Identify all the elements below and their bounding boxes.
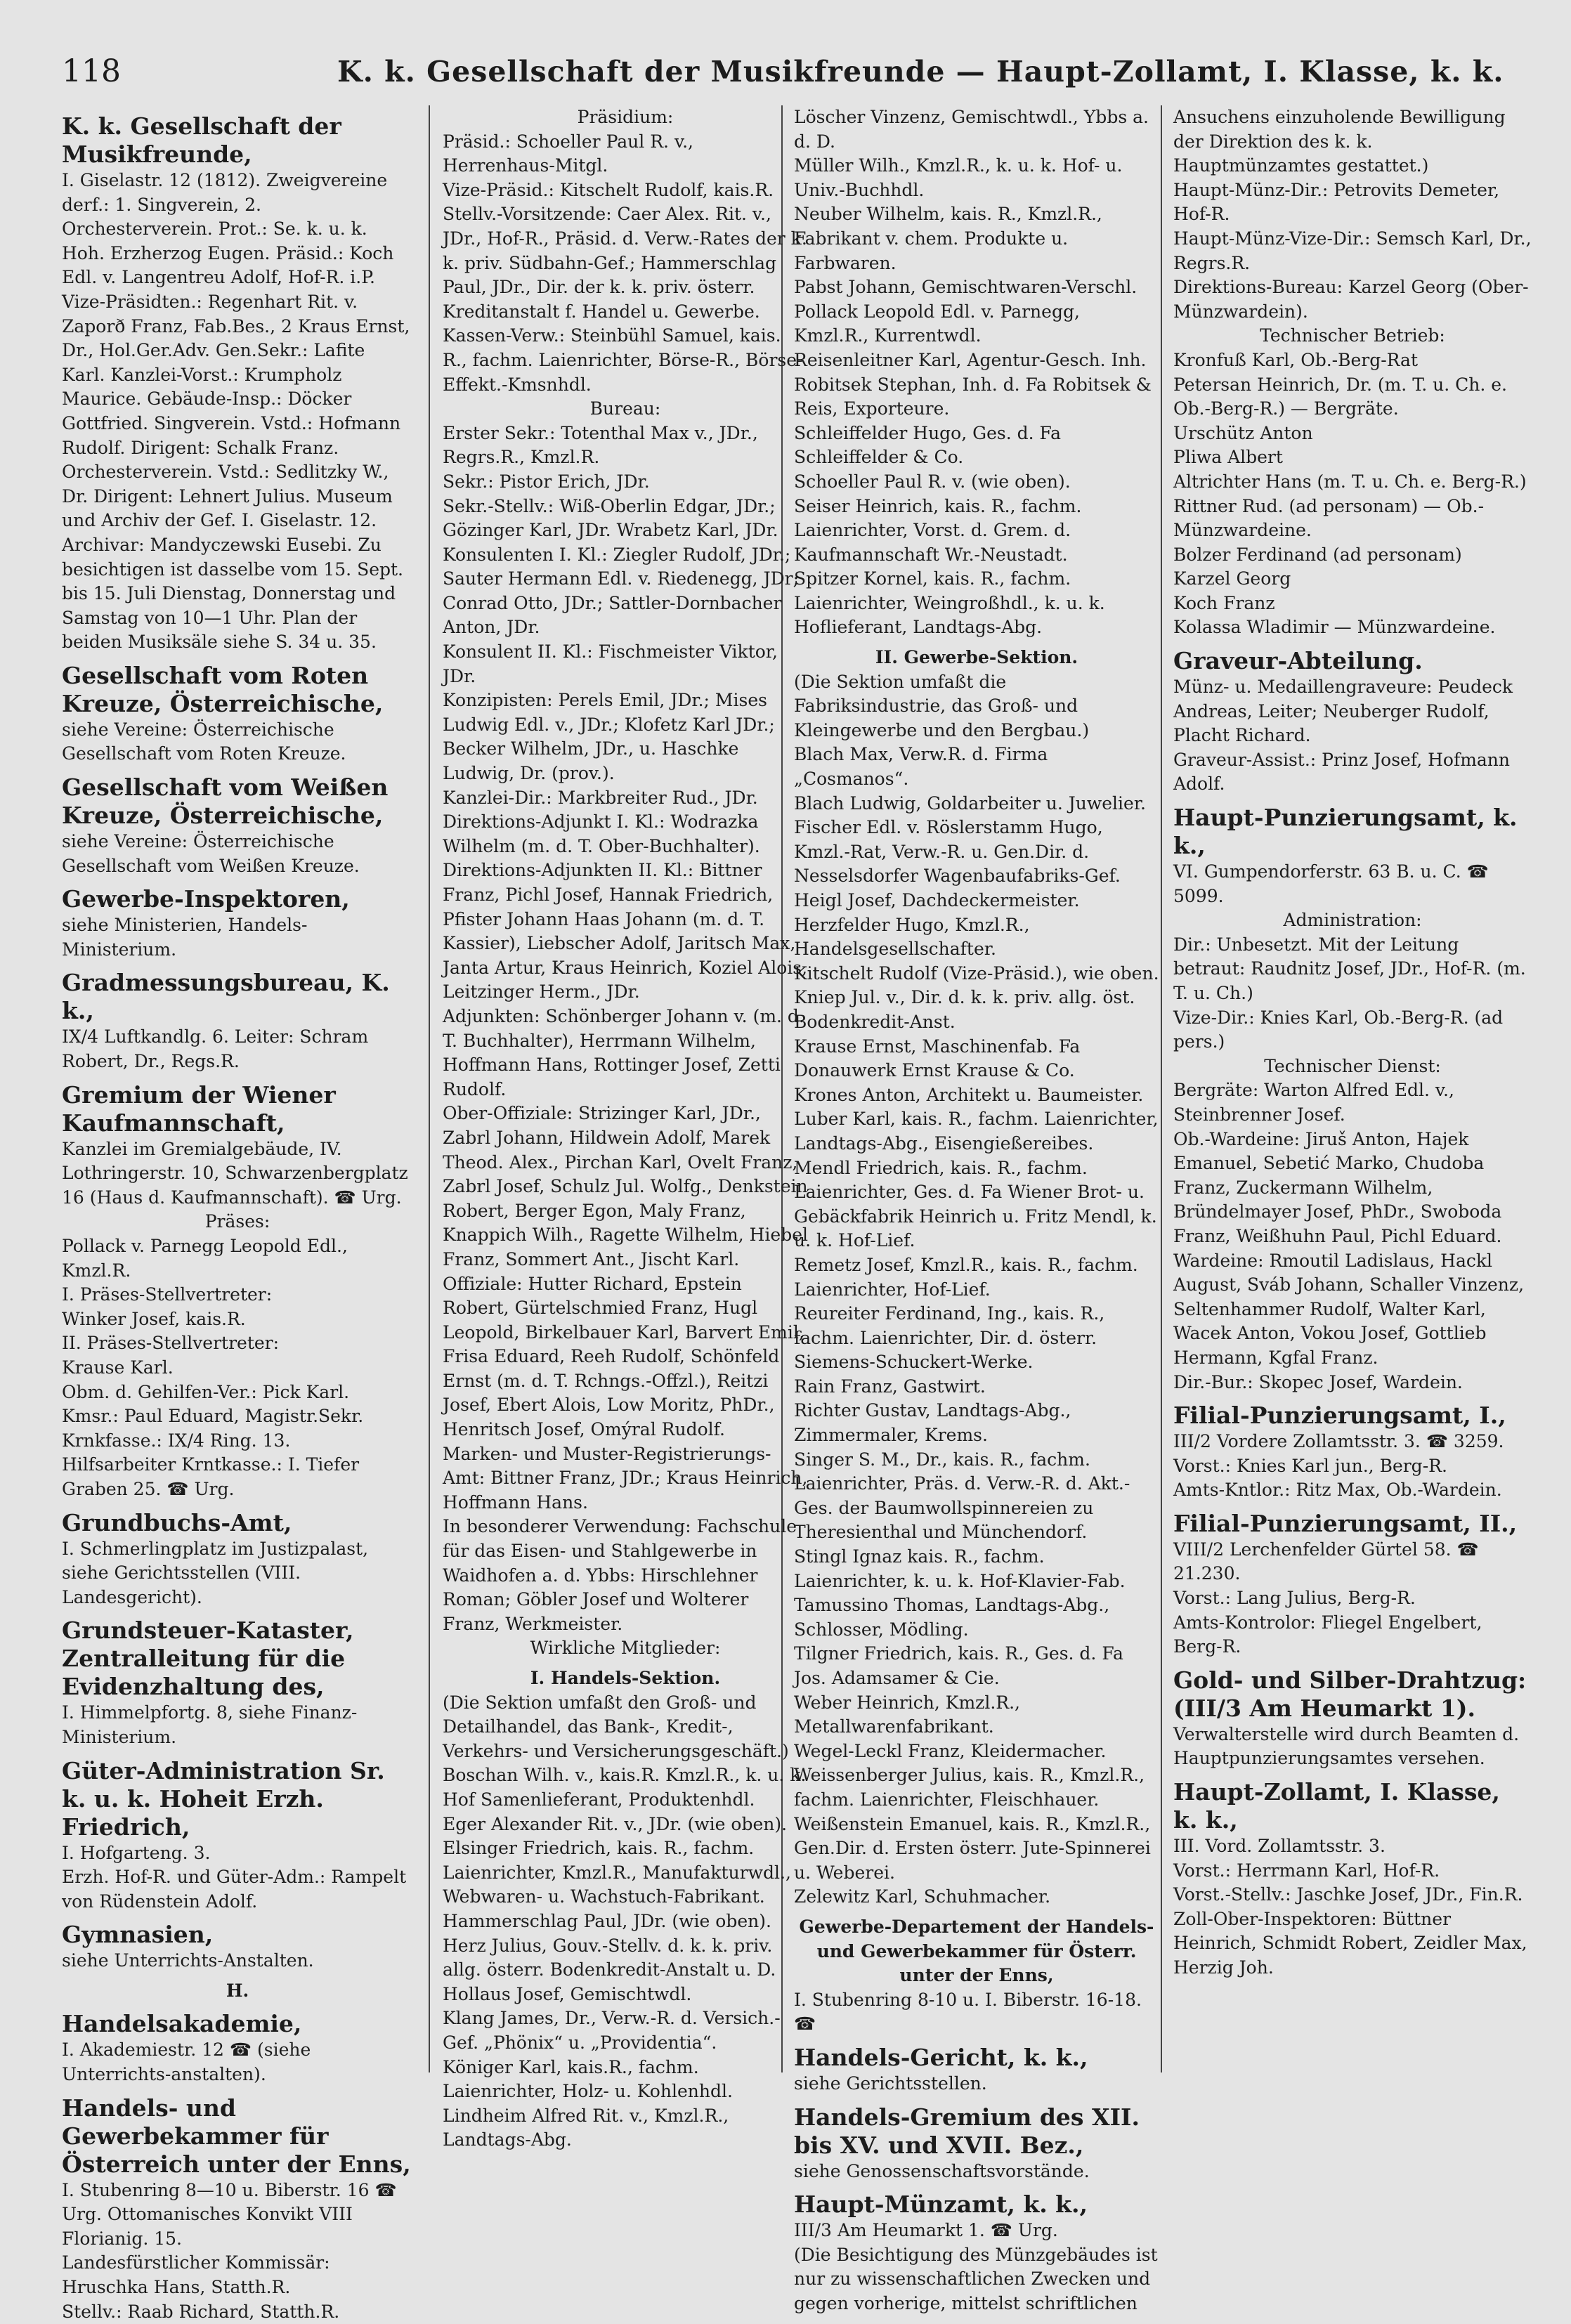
entry-text: Kmsr.: Paul Eduard, Magistr.Sekr. — [62, 1406, 364, 1427]
entry-text: IX/4 Luftkandlg. 6. Leiter: Schram Robert, Dr., Regs.R. — [62, 1026, 369, 1072]
entry-text: Blach Max, Verw.R. d. Firma „Cosmanos“. — [794, 744, 1048, 790]
entry-text: I. Himmelpfortg. 8, siehe Finanz-Ministerium. — [62, 1702, 358, 1747]
column-3 — [794, 105, 1159, 2316]
entry-text: II. Präses-Stellvertreter: — [62, 1333, 280, 1354]
entry-text: siehe Genossenschaftsvorstände. — [794, 2160, 1090, 2181]
entry-heading: Filial-Punzierungsamt, I., — [1173, 1402, 1506, 1430]
entry-text: III/3 Am Heumarkt 1. ☎ Urg. — [794, 2220, 1058, 2241]
entry-text: Kolassa Wladimir — Münzwardeine. — [1173, 617, 1496, 638]
entry-text: Ob.-Wardeine: Jiruš Anton, Hajek Emanuel, Sebetić Marko, Chudoba Franz, Zuckermann Wilhelm, Bründelmayer Josef, PhDr., Swoboda Franz, Weißhuhn Paul, Pichl Eduard. — [1173, 1128, 1502, 1246]
entry-text: Dir.: Unbesetzt. Mit der Leitung betraut: Raudnitz Josef, JDr., Hof-R. (m. T. u. Ch.) — [1173, 934, 1526, 1003]
entry-heading: Grundsteuer-Kataster, Zentralleitung für die Evidenzhaltung des, — [62, 1617, 354, 1701]
entry-text: Spitzer Kornel, kais. R., fachm. Laienrichter, Weingroßhdl., k. u. k. Hoflieferant, Landtags-Abg. — [794, 568, 1105, 638]
entry-text: I. Stubenring 8—10 u. Biberstr. 16 ☎ Urg. Ottomanisches Konvikt VIII Florianig. 15. — [62, 2179, 397, 2249]
entry-text: Schleiffelder Hugo, Ges. d. Fa Schleiffelder & Co. — [794, 422, 1062, 468]
entry-text: Singer S. M., Dr., kais. R., fachm. Laienrichter, Präs. d. Verw.-R. d. Akt.-Ges. der Baumwollspinnereien zu Theresienthal und Münchendorf. — [794, 1449, 1130, 1543]
entry-text: siehe Unterrichts-Anstalten. — [62, 1950, 314, 1971]
entry-heading: Gremium der Wiener Kaufmannschaft, — [62, 1081, 336, 1137]
entry-text: Lindheim Alfred Rit. v., Kmzl.R., Landtags-Abg. — [443, 2105, 729, 2150]
entry-text: Bergräte: Warton Alfred Edl. v., Steinbrenner Josef. — [1173, 1080, 1454, 1125]
entry-text: Kniep Jul. v., Dir. d. k. k. priv. allg. öst. Bodenkredit-Anst. — [794, 987, 1135, 1032]
entry-text: siehe Gerichtsstellen. — [794, 2072, 987, 2094]
entry-text: Weißenstein Emanuel, kais. R., Kmzl.R., Gen.Dir. d. Ersten österr. Jute-Spinnerei u. Weberei. — [794, 1813, 1151, 1883]
entry-text: Krause Ernst, Maschinenfab. Fa Donauwerk Ernst Krause & Co. — [794, 1036, 1081, 1081]
entry-text: Mendl Friedrich, kais. R., fachm. Laienrichter, Ges. d. Fa Wiener Brot- u. Gebäckfabrik Heinrich u. Fritz Mendl, k. u. k. Hof-Lief. — [794, 1157, 1157, 1251]
entry-heading: Gymnasien, — [62, 1921, 214, 1949]
entry-text: Konsulent II. Kl.: Fischmeister Viktor, JDr. — [443, 641, 778, 686]
entry-text: Karzel Georg — [1173, 568, 1291, 589]
entry-text: Direktions-Adjunkt I. Kl.: Wodrazka Wilhelm (m. d. T. Ober-Buchhalter). — [443, 811, 760, 856]
entry-text: Ober-Offiziale: Strizinger Karl, JDr., Zabrl Johann, Hildwein Adolf, Marek Theod. Alex., Pirchan Karl, Ovelt Franz, Zabrl Josef, Schulz Jul. Wolfg., Denkstein Robert, Berger Egon, Maly Franz, Knappich Wilh., Ragette Wilhelm, Hiebel Franz, Sommert Ant., Jischt Karl. — [443, 1103, 808, 1269]
entry-text: Rain Franz, Gastwirt. — [794, 1376, 986, 1397]
entry-text: Stingl Ignaz kais. R., fachm. Laienrichter, k. u. k. Hof-Klavier-Fab. — [794, 1546, 1126, 1591]
entry-text: In besonderer Verwendung: Fachschule für das Eisen- und Stahlgewerbe in Waidhofen a. d. Ybbs: Hirschlehner Roman; Göbler Josef und Wolterer Franz, Werkmeister. — [443, 1516, 797, 1634]
entry-heading: Graveur-Abteilung. — [1173, 647, 1423, 675]
entry-text: Marken- und Muster-Registrierungs-Amt: Bittner Franz, JDr.; Kraus Heinrich, Hoffmann Hans. — [443, 1443, 808, 1513]
entry-text: Königer Karl, kais.R., fachm. Laienrichter, Holz- u. Kohlenhdl. — [443, 2056, 733, 2102]
entry-text: Kitschelt Rudolf (Vize-Präsid.), wie oben. — [794, 962, 1159, 984]
entry-text: Haupt-Münz-Vize-Dir.: Semsch Karl, Dr., Regrs.R. — [1173, 228, 1532, 273]
entry-heading: Filial-Punzierungsamt, II., — [1173, 1509, 1518, 1537]
entry-text: III. Vord. Zollamtsstr. 3. — [1173, 1836, 1386, 1857]
entry-heading: Haupt-Punzierungsamt, k. k., — [1173, 804, 1518, 860]
entry-heading: Handels-Gericht, k. k., — [794, 2043, 1088, 2071]
entry-heading: II. Gewerbe-Sektion. — [875, 647, 1078, 668]
entry-text: (Die Besichtigung des Münzgebäudes ist nur zu wissenschaftlichen Zwecken und gegen vorherige, mittelst schriftlichen — [794, 2244, 1158, 2313]
entry-text: Krnkfasse.: IX/4 Ring. 13. — [62, 1430, 291, 1451]
entry-text: Boschan Wilh. v., kais.R. Kmzl.R., k. u. k. Hof Samenlieferant, Produktenhdl. — [443, 1765, 807, 1810]
column-rule — [1161, 105, 1162, 2072]
entry-text: Kronfuß Karl, Ob.-Berg-Rat — [1173, 349, 1419, 370]
column-2 — [443, 105, 808, 2153]
entry-text: Landesfürstlicher Kommissär: Hruschka Hans, Statth.R. — [62, 2252, 330, 2298]
entry-text: Remetz Josef, Kmzl.R., kais. R., fachm. Laienrichter, Hof-Lief. — [794, 1254, 1138, 1300]
entry-text: Weissenberger Julius, kais. R., Kmzl.R., fachm. Laienrichter, Fleischhauer. — [794, 1765, 1145, 1810]
entry-text: Heigl Josef, Dachdeckermeister. — [794, 890, 1080, 910]
entry-text: Vorst.: Lang Julius, Berg-R. — [1173, 1588, 1416, 1609]
entry-heading: Gesellschaft vom Weißen Kreuze, Österreichische, — [62, 773, 389, 830]
entry-text: Schoeller Paul R. v. (wie oben). — [794, 471, 1071, 492]
section-label: Wirkliche Mitglieder: — [530, 1638, 721, 1659]
entry-text: Konzipisten: Perels Emil, JDr.; Mises Ludwig Edl. v., JDr.; Klofetz Karl JDr.; Becker Wilhelm, JDr., u. Haschke Ludwig, Dr. (prov.). — [443, 690, 775, 784]
entry-heading: K. k. Gesellschaft der Musikfreunde, — [62, 112, 341, 168]
entry-text: VI. Gumpendorferstr. 63 B. u. C. ☎ 5099. — [1173, 861, 1489, 906]
entry-text: Wegel-Leckl Franz, Kleidermacher. — [794, 1740, 1107, 1761]
entry-text: Reisenleitner Karl, Agentur-Gesch. Inh. — [794, 349, 1147, 370]
entry-text: Krones Anton, Architekt u. Baumeister. — [794, 1084, 1144, 1105]
entry-text: Verwalterstelle wird durch Beamten d. Hauptpunzierungsamtes versehen. — [1173, 1723, 1520, 1769]
column-rule — [429, 105, 430, 2072]
entry-text: Koch Franz — [1173, 592, 1275, 613]
entry-heading: Gesellschaft vom Roten Kreuze, Österreichische, — [62, 661, 384, 717]
entry-text: Pliwa Albert — [1173, 447, 1283, 468]
entry-text: Herzfelder Hugo, Kmzl.R., Handelsgesellschafter. — [794, 914, 1030, 960]
entry-text: I. Giselastr. 12 (1812). Zweigvereine derf.: 1. Singverein, 2. Orchesterverein. Prot.: Se. k. u. k. Hoh. Erzherzog Eugen. Präsid.: Koch Edl. v. Langentreu Adolf, Hof-R. i.P. Vize-Präsidten.: Regenhart Rit. v. Zaporð Franz, Fab.Bes., 2 Kraus Ernst, Dr., Hol.Ger.Adv. Gen.Sekr.: Lafite Karl. Kanzlei-Vorst.: Krumpholz Maurice. Gebäude-Insp.: Döcker Gottfried. Singverein. Vstd.: Hofmann Rudolf. Dirigent: Schalk Franz. Orchesterverein. Vstd.: Sedlitzky W., Dr. Dirigent: Lehnert Julius. Museum und Archiv der Gef. I. Giselastr. 12. Archivar: Mandyczewski Eusebi. Zu besichtigen ist dasselbe vom 15. Sept. bis 15. Juli Dienstag, Donnerstag und Samstag von 10—1 Uhr. Plan der beiden Musiksäle siehe S. 34 u. 35. — [62, 170, 410, 653]
entry-text: Seiser Heinrich, kais. R., fachm. Laienrichter, Vorst. d. Grem. d. Kaufmannschaft Wr.-Neustadt. — [794, 495, 1082, 565]
entry-text: Petersan Heinrich, Dr. (m. T. u. Ch. e. Ob.-Berg-R.) — Bergräte. — [1173, 374, 1507, 419]
entry-text: Fischer Edl. v. Röslerstamm Hugo, Kmzl.-Rat, Verw.-R. u. Gen.Dir. d. Nesselsdorfer Wagenbaufabriks-Gef. — [794, 817, 1121, 887]
entry-text: Pollack v. Parnegg Leopold Edl., Kmzl.R. — [62, 1236, 348, 1281]
entry-heading: Güter-Administration Sr. k. u. k. Hoheit Erzh. Friedrich, — [62, 1756, 385, 1841]
entry-text: Blach Ludwig, Goldarbeiter u. Juwelier. — [794, 792, 1146, 814]
entry-text: Pabst Johann, Gemischtwaren-Verschl. — [794, 277, 1137, 298]
entry-heading: Gradmessungsbureau, K. k., — [62, 969, 390, 1025]
column-4 — [1173, 105, 1532, 1980]
entry-heading: Grundbuchs-Amt, — [62, 1508, 292, 1536]
entry-text: Löscher Vinzenz, Gemischtwdl., Ybbs a. d. D. — [794, 107, 1149, 152]
entry-text: Elsinger Friedrich, kais. R., fachm. Laienrichter, Kmzl.R., Manufakturwdl., Webwaren- u. Wachstuch-Fabrikant. — [443, 1838, 791, 1907]
entry-text: Herz Julius, Gouv.-Stellv. d. k. k. priv. allg. österr. Bodenkredit-Anstalt u. D. Hollaus Josef, Gemischtwdl. — [443, 1935, 776, 2004]
entry-text: Kanzlei im Gremialgebäude, IV. Lothringerstr. 10, Schwarzenbergplatz 16 (Haus d. Kaufmannschaft). ☎ Urg. — [62, 1138, 408, 1208]
entry-text: I. Stubenring 8-10 u. I. Biberstr. 16-18. ☎ — [794, 1989, 1142, 2035]
entry-text: Urschütz Anton — [1173, 422, 1313, 443]
entry-heading: I. Handels-Sektion. — [530, 1668, 721, 1688]
entry-text: Präsid.: Schoeller Paul R. v., Herrenhaus-Mitgl. — [443, 131, 693, 176]
running-head: K. k. Gesellschaft der Musikfreunde — Haupt-Zollamt, I. Klasse, k. k. — [337, 55, 1504, 89]
entry-text: Robitsek Stephan, Inh. d. Fa Robitsek & Reis, Exporteure. — [794, 374, 1152, 419]
entry-text: Hilfsarbeiter Krntkasse.: I. Tiefer Graben 25. ☎ Urg. — [62, 1454, 360, 1499]
entry-text: Vorst.-Stellv.: Jaschke Josef, JDr., Fin.R. — [1173, 1884, 1523, 1905]
entry-text: Richter Gustav, Landtags-Abg., Zimmermaler, Krems. — [794, 1400, 1071, 1446]
entry-text: Amts-Kntlor.: Ritz Max, Ob.-Wardein. — [1173, 1480, 1502, 1501]
entry-text: Wardeine: Rmoutil Ladislaus, Hackl August, Sváb Johann, Schaller Vinzenz, Seltenhammer Rudolf, Walter Karl, Wacek Anton, Vokou Josef, Gottlieb Hermann, Kgfal Franz. — [1173, 1250, 1525, 1368]
entry-text: Erzh. Hof-R. und Güter-Adm.: Rampelt von Rüdenstein Adolf. — [62, 1867, 407, 1912]
entry-text: Hammerschlag Paul, JDr. (wie oben). — [443, 1910, 771, 1931]
entry-text: Obm. d. Gehilfen-Ver.: Pick Karl. — [62, 1381, 350, 1402]
entry-text: Kassen-Verw.: Steinbühl Samuel, kais. R., fachm. Laienrichter, Börse-R., Börse-Effekt.-Kmsnhdl. — [443, 325, 803, 395]
entry-text: Sekr.: Pistor Erich, JDr. — [443, 471, 650, 492]
entry-text: Vize-Präsid.: Kitschelt Rudolf, kais.R. — [443, 179, 774, 200]
entry-text: Direktions-Adjunkten II. Kl.: Bittner Franz, Pichl Josef, Hannak Friedrich, Pfister Johann Haas Johann (m. d. T. Kassier), Liebscher Adolf, Jaritsch Max, Janta Artur, Kraus Heinrich, Koziel Alois, Leitzinger Herm., JDr. — [443, 860, 808, 1003]
entry-heading: Gewerbe-Departement der Handels- und Gewerbekammer für Österr. unter der Enns, — [799, 1916, 1154, 1986]
entry-text: Krause Karl. — [62, 1357, 174, 1378]
entry-text: Tilgner Friedrich, kais. R., Ges. d. Fa Jos. Adamsamer & Cie. — [794, 1643, 1123, 1688]
entry-text: III/2 Vordere Zollamtsstr. 3. ☎ 3259. — [1173, 1431, 1504, 1452]
entry-text: Offiziale: Hutter Richard, Epstein Robert, Gürtelschmied Franz, Hugl Leopold, Birkelbauer Karl, Barvert Emil, Frisa Eduard, Reeh Rudolf, Schönfeld Ernst (m. d. T. Rchngs.-Offzl.), Reitzi Josef, Ebert Alois, Low Moritz, PhDr., Henritsch Josef, Omýral Rudolf. — [443, 1273, 804, 1440]
entry-heading: H. — [226, 1980, 249, 2001]
entry-text: Stellv.-Vorsitzende: Caer Alex. Rit. v., JDr., Hof-R., Präsid. d. Verw.-Rates der k. k. priv. Südbahn-Gef.; Hammerschlag Paul, JDr., Dir. der k. k. priv. österr. Kreditanstalt f. Handel u. Gewerbe. — [443, 204, 807, 322]
entry-text: Bolzer Ferdinand (ad personam) — [1173, 544, 1462, 565]
entry-text: Rittner Rud. (ad personam) — Ob.-Münzwardeine. — [1173, 495, 1485, 541]
section-label: Bureau: — [589, 398, 661, 419]
section-label: Präses: — [204, 1211, 270, 1232]
entry-text: I. Schmerlingplatz im Justizpalast, siehe Gerichtsstellen (VIII. Landesgericht). — [62, 1538, 369, 1607]
entry-text: Erster Sekr.: Totenthal Max v., JDr., Regrs.R., Kmzl.R. — [443, 422, 758, 468]
entry-text: Zelewitz Karl, Schuhmacher. — [794, 1886, 1051, 1907]
entry-text: Adjunkten: Schönberger Johann v. (m. d. T. Buchhalter), Herrmann Wilhelm, Hoffmann Hans, Rottinger Josef, Zetti Rudolf. — [443, 1005, 804, 1099]
entry-text: Weber Heinrich, Kmzl.R., Metallwarenfabrikant. — [794, 1692, 1020, 1737]
entry-text: Reureiter Ferdinand, Ing., kais. R., fachm. Laienrichter, Dir. d. österr. Siemens-Schuckert-Werke. — [794, 1303, 1105, 1373]
entry-text: Amts-Kontrolor: Fliegel Engelbert, Berg-R. — [1173, 1612, 1482, 1657]
entry-text: VIII/2 Lerchenfelder Gürtel 58. ☎ 21.230. — [1173, 1539, 1479, 1584]
entry-text: Dir.-Bur.: Skopec Josef, Wardein. — [1173, 1371, 1463, 1392]
page-number: 118 — [62, 53, 121, 89]
entry-text: Altrichter Hans (m. T. u. Ch. e. Berg-R.) — [1173, 471, 1527, 492]
entry-text: Stellv.: Raab Richard, Statth.R. — [62, 2301, 340, 2322]
entry-text: Haupt-Münz-Dir.: Petrovits Demeter, Hof-R. — [1173, 179, 1500, 225]
entry-text: Direktions-Bureau: Karzel Georg (Ober-Münzwardein). — [1173, 277, 1529, 322]
entry-text: Eger Alexander Rit. v., JDr. (wie oben). — [443, 1813, 788, 1834]
entry-text: Klang James, Dr., Verw.-R. d. Versich.-Gef. „Phönix“ u. „Providentia“. — [443, 2008, 781, 2053]
section-label: Präsidium: — [577, 107, 674, 127]
entry-text: Graveur-Assist.: Prinz Josef, Hofmann Adolf. — [1173, 749, 1511, 795]
entry-heading: Gewerbe-Inspektoren, — [62, 885, 350, 913]
entry-text: Pollack Leopold Edl. v. Parnegg, Kmzl.R., Kurrentwdl. — [794, 301, 1080, 346]
entry-text: Neuber Wilhelm, kais. R., Kmzl.R., Fabrikant v. chem. Produkte u. Farbwaren. — [794, 204, 1102, 273]
entry-text: Tamussino Thomas, Landtags-Abg., Schlosser, Mödling. — [794, 1595, 1110, 1640]
entry-heading: Handels-Gremium des XII. bis XV. und XVII. Bez., — [794, 2103, 1140, 2159]
entry-text: siehe Ministerien, Handels-Ministerium. — [62, 915, 308, 960]
entry-text: Zoll-Ober-Inspektoren: Büttner Heinrich, Schmidt Robert, Zeidler Max, Herzig Joh. — [1173, 1908, 1527, 1978]
section-label: Administration: — [1283, 910, 1422, 931]
entry-heading: Handelsakademie, — [62, 2010, 302, 2038]
entry-text: Kanzlei-Dir.: Markbreiter Rud., JDr. — [443, 787, 758, 808]
entry-text: (Die Sektion umfaßt die Fabriksindustrie, das Groß- und Kleingewerbe und den Bergbau.) — [794, 671, 1090, 740]
entry-heading: Gold- und Silber-Drahtzug: (III/3 Am Heumarkt 1). — [1173, 1666, 1527, 1722]
entry-text: Vorst.: Knies Karl jun., Berg-R. — [1173, 1455, 1447, 1476]
entry-text: I. Hofgarteng. 3. — [62, 1842, 211, 1863]
entry-text: siehe Vereine: Österreichische Gesellschaft vom Roten Kreuze. — [62, 719, 346, 764]
entry-text: (Die Sektion umfaßt den Groß- und Detailhandel, das Bank-, Kredit-, Verkehrs- und Versicherungsgeschäft.) — [443, 1692, 789, 1761]
section-label: Technischer Dienst: — [1264, 1055, 1441, 1076]
entry-text: Luber Karl, kais. R., fachm. Laienrichter, Landtags-Abg., Eisengießereibes. — [794, 1109, 1159, 1154]
entry-text: siehe Vereine: Österreichische Gesellschaft vom Weißen Kreuze. — [62, 831, 360, 876]
entry-text: Konsulenten I. Kl.: Ziegler Rudolf, JDr.; Sauter Hermann Edl. v. Riedenegg, JDr; Conrad Otto, JDr.; Sattler-Dornbacher Anton, JDr. — [443, 544, 800, 638]
entry-text: Münz- u. Medaillengraveure: Peudeck Andreas, Leiter; Neuberger Rudolf, Placht Richard. — [1173, 677, 1513, 746]
entry-heading: Haupt-Münzamt, k. k., — [794, 2191, 1088, 2219]
entry-text: Winker Josef, kais.R. — [62, 1308, 246, 1329]
section-label: Technischer Betrieb: — [1260, 325, 1445, 346]
entry-text: I. Präses-Stellvertreter: — [62, 1284, 273, 1305]
entry-text: Sekr.-Stellv.: Wiß-Oberlin Edgar, JDr.; Gözinger Karl, JDr. Wrabetz Karl, JDr. — [443, 495, 778, 541]
entry-text: I. Akademiestr. 12 ☎ (siehe Unterrichts-anstalten). — [62, 2039, 311, 2085]
column-1 — [62, 105, 413, 2324]
entry-heading: Handels- und Gewerbekammer für Österreich unter der Enns, — [62, 2094, 411, 2178]
entry-heading: Haupt-Zollamt, I. Klasse, k. k., — [1173, 1778, 1500, 1834]
entry-text: Ansuchens einzuholende Bewilligung der Direktion des k. k. Hauptmünzamtes gestattet.) — [1173, 107, 1506, 176]
entry-text: Vorst.: Herrmann Karl, Hof-R. — [1173, 1860, 1440, 1881]
entry-text: Müller Wilh., Kmzl.R., k. u. k. Hof- u. Univ.-Buchhdl. — [794, 155, 1123, 200]
entry-text: Vize-Dir.: Knies Karl, Ob.-Berg-R. (ad pers.) — [1173, 1007, 1504, 1052]
